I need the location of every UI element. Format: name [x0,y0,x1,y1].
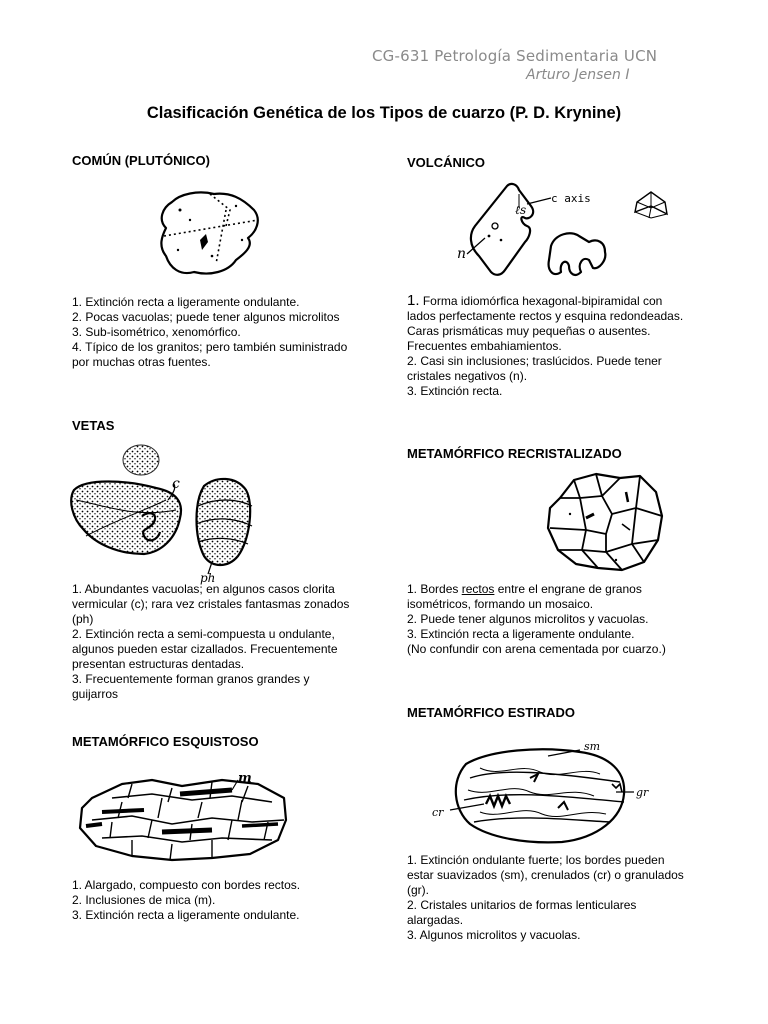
estirado-line: alargadas. [407,913,464,927]
estirado-line: (gr). [407,883,429,897]
estirado-line: 2. Cristales unitarios de formas lenticulares [407,898,637,912]
heading-estirado: METAMÓRFICO ESTIRADO [407,705,576,720]
text-vetas [72,582,349,702]
label-n: n [457,246,467,262]
label-gr: gr [636,786,649,799]
text-volcanico [407,293,683,399]
figure-esquistoso-grains [72,768,292,868]
volcanico-line: lados perfectamente rectos y esquina redondeadas. [407,309,684,323]
heading-comun: COMÚN (PLUTÓNICO) [72,153,210,168]
vetas-line: algunos pueden estar cizallados. Frecuentemente [72,642,338,656]
figure-estirado-grain [430,738,670,848]
figure-recristalizado-mosaic [540,468,670,578]
esquistoso-line: 3. Extinción recta a ligeramente ondulante. [72,908,300,922]
vetas-line: guijarros [72,687,119,701]
label-c-axis: c axis [551,192,591,205]
heading-volcanico: VOLCÁNICO [407,155,485,170]
text-comun [72,295,347,370]
author-header: Arturo Jensen I [526,67,630,83]
label-c: c [172,476,180,492]
volcanico-line [407,293,683,309]
heading-recristalizado: METAMÓRFICO RECRISTALIZADO [407,446,622,461]
estirado-line: 1. Extinción ondulante fuerte; los bordes pueden [407,853,665,867]
recristalizado-line: isométricos, formando un mosaico. [407,597,594,611]
comun-line: 3. Sub-isométrico, xenomórfico. [72,325,241,339]
text-esquistoso [72,878,300,923]
recristalizado-line: 3. Extinción recta a ligeramente ondulante. [407,627,635,641]
page-title: Clasificación Genética de los Tipos de cuarzo (P. D. Krynine) [146,104,622,122]
vetas-line: 3. Frecuentemente forman granos grandes y [72,672,310,686]
vetas-line: (ph) [72,612,94,626]
estirado-line: estar suavizados (sm), crenulados (cr) o granulados [407,868,684,882]
comun-line: 4. Típico de los granitos; pero también suministrado [72,340,348,354]
vetas-line: presentan estructuras dentadas. [72,657,245,671]
recristalizado-line: (No confundir con arena cementada por cuarzo.) [407,642,666,656]
volcanico-first-num: 1. [407,292,420,309]
vetas-line: vermicular (c); rara vez cristales fantasmas zonados [72,597,350,611]
heading-esquistoso: METAMÓRFICO ESQUISTOSO [72,734,259,749]
course-header: CG-631 Petrología Sedimentaria UCN [372,47,658,65]
vetas-line: 1. Abundantes vacuolas; en algunos casos clorita [72,582,335,596]
heading-vetas: VETAS [72,418,115,433]
vetas-line: 2. Extinción recta a semi-compuesta u ondulante, [72,627,335,641]
volcanico-line: Frecuentes embahiamientos. [407,339,562,353]
volcanico-line: cristales negativos (n). [407,369,528,383]
label-ph: ph [200,571,216,585]
recristalizado-line [407,582,666,597]
volcanico-first-line: Forma idiomórfica hexagonal-bipiramidal con [419,294,663,308]
estirado-line: 3. Algunos microlitos y vacuolas. [407,928,581,942]
esquistoso-line: 1. Alargado, compuesto con bordes rectos. [72,878,301,892]
recristalizado-line1-underlined: rectos [461,582,495,596]
figure-volcanico-grains [455,178,685,283]
svg-text:ℓs: ℓs [515,203,527,217]
text-recristalizado [407,582,666,657]
label-sm: sm [584,740,601,753]
comun-line: 2. Pocas vacuolas; puede tener algunos microlitos [72,310,340,324]
volcanico-line: 3. Extinción recta. [407,384,503,398]
label-m: m [238,771,252,786]
text-estirado [407,853,684,943]
esquistoso-line: 2. Inclusiones de mica (m). [72,893,216,907]
recristalizado-line1-post: entre el engrane de granos [494,582,642,596]
volcanico-line: Caras prismáticas muy pequeñas o ausentes. [407,324,651,338]
volcanico-line: 2. Casi sin inclusiones; traslúcidos. Puede tener [407,354,662,368]
figure-vetas-grains [66,440,266,585]
comun-line: por muchas otras fuentes. [72,355,211,369]
figure-comun-grain [150,180,270,280]
label-cr: cr [432,806,444,819]
recristalizado-line1-pre: 1. Bordes [407,582,462,596]
recristalizado-line: 2. Puede tener algunos microlitos y vacuolas. [407,612,649,626]
comun-line: 1. Extinción recta a ligeramente ondulante. [72,295,300,309]
